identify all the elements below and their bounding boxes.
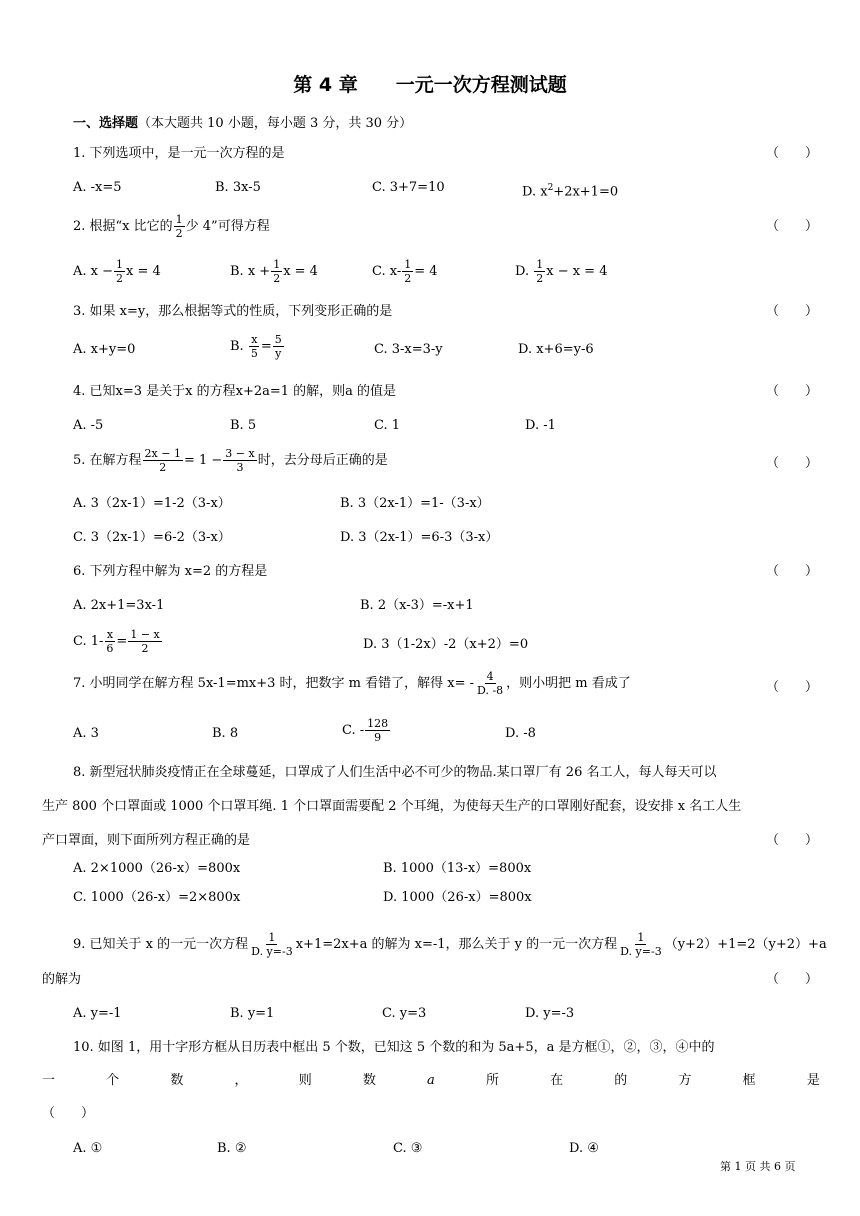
fraction-denominator: 2: [116, 272, 124, 285]
q2-option-c[interactable]: [372, 258, 438, 285]
answer-bracket[interactable]: （ ）: [766, 680, 819, 695]
fraction-denominator: 2: [141, 642, 149, 655]
q4-option-a[interactable]: A. -5: [73, 418, 104, 433]
q7-stem-text: 7. 小明同学在解方程 5x-1=mx+3 时，把数字 m 看错了，解得 x= -: [73, 676, 475, 691]
fraction-denominator: D. -8: [477, 684, 504, 697]
q5-stem-text: 5. 在解方程: [73, 453, 142, 468]
question-5-stem: [73, 447, 388, 474]
q10-word: 在: [550, 1073, 564, 1088]
answer-bracket[interactable]: （ ）: [766, 146, 819, 161]
q3-option-d[interactable]: D. x+6=y-6: [518, 342, 594, 357]
fraction-numerator: 1: [404, 258, 412, 271]
q3-option-b[interactable]: [230, 333, 285, 360]
q3-b-text: B.: [230, 339, 244, 354]
q5-stem-mid: = 1 −: [183, 453, 223, 468]
q10-word: 数: [170, 1073, 184, 1088]
q5-option-d[interactable]: D. 3（2x-1）=6-3（3-x）: [340, 530, 499, 545]
fraction-numerator: 4: [486, 670, 494, 683]
question-6-stem: 6. 下列方程中解为 x=2 的方程是: [73, 564, 268, 579]
fraction: [271, 258, 282, 285]
question-8-line-1: 8. 新型冠状肺炎疫情正在全球蔓延，口罩成了人们生活中必不可少的物品.某口罩厂有 26 名工人，每人每天可以: [73, 765, 717, 780]
section-label: 一、选择题: [73, 116, 139, 131]
fraction-denominator: 2: [175, 227, 183, 240]
equals-sign: =: [260, 339, 272, 354]
q7-stem-text-rest: ，则小明把 m 看成了: [506, 676, 631, 691]
fraction: [273, 333, 284, 360]
q10-word: ，: [234, 1073, 248, 1088]
fraction: [128, 628, 161, 655]
q1-option-d[interactable]: [522, 180, 618, 200]
q4-option-d[interactable]: D. -1: [525, 418, 556, 433]
q1-option-c[interactable]: C. 3+7=10: [372, 180, 445, 195]
fraction-denominator: D. y=-3: [251, 945, 293, 958]
q10-word: 个: [106, 1073, 120, 1088]
fraction-numerator: x: [251, 333, 258, 346]
q2-c-text: C. x-: [372, 264, 402, 279]
q7-option-d[interactable]: D. -8: [505, 726, 536, 741]
q2-option-b[interactable]: [230, 258, 318, 285]
q7-option-b[interactable]: B. 8: [212, 726, 239, 741]
fraction: [402, 258, 413, 285]
q9-option-d[interactable]: D. y=-3: [525, 1006, 575, 1021]
q2-d-text: D.: [515, 264, 530, 279]
q7-c-text: C. -: [342, 723, 365, 738]
q8-option-d[interactable]: D. 1000（26-x）=800x: [383, 890, 532, 905]
q9-option-a[interactable]: A. y=-1: [73, 1006, 122, 1021]
section-note: （本大题共 10 小题，每小题 3 分，共 30 分）: [138, 116, 413, 131]
q10-word: 方: [678, 1073, 692, 1088]
fraction-denominator: 9: [374, 731, 382, 744]
q5-stem-text-rest: 时，去分母后正确的是: [257, 453, 388, 468]
q10-word: 一: [42, 1073, 56, 1088]
question-10-line-2: [42, 1073, 820, 1089]
fraction: [249, 931, 295, 958]
fraction-denominator: 2: [536, 272, 544, 285]
q10-word: 框: [742, 1073, 756, 1088]
fraction-numerator: 1: [268, 931, 276, 944]
q5-option-b[interactable]: B. 3（2x-1）=1-（3-x）: [340, 496, 490, 511]
q2-stem-text-rest: 少 4”可得方程: [185, 219, 270, 234]
q9-option-b[interactable]: B. y=1: [230, 1006, 275, 1021]
question-1-stem: 1. 下列选项中，是一元一次方程的是: [73, 146, 285, 161]
q10-option-d[interactable]: D. ④: [569, 1141, 599, 1156]
q10-word: a: [427, 1073, 435, 1088]
q2-a-text-rest: x = 4: [126, 264, 161, 279]
answer-bracket[interactable]: （ ）: [766, 972, 819, 987]
equals-sign: =: [116, 634, 128, 649]
fraction: [143, 447, 183, 474]
fraction: [618, 931, 664, 958]
fraction-numerator: 2x − 1: [144, 447, 181, 460]
question-4-stem: 4. 已知x=3 是关于x 的方程x+2a=1 的解，则a 的值是: [73, 384, 397, 399]
q2-a-text: A. x −: [73, 264, 114, 279]
q4-option-c[interactable]: C. 1: [374, 418, 401, 433]
fraction-denominator: D. y=-3: [620, 945, 662, 958]
q10-option-a[interactable]: A. ①: [73, 1141, 103, 1156]
fraction: [534, 258, 545, 285]
fraction: [249, 333, 260, 360]
answer-bracket[interactable]: （ ）: [766, 384, 819, 399]
fraction-numerator: 3 − x: [225, 447, 255, 460]
fraction: [475, 670, 505, 697]
fraction-numerator: 1 − x: [130, 628, 160, 641]
answer-bracket[interactable]: （ ）: [766, 833, 819, 848]
q2-option-a[interactable]: [73, 258, 161, 285]
q7-option-c[interactable]: [342, 717, 391, 744]
fraction-numerator: 1: [536, 258, 544, 271]
q10-word: 数: [362, 1073, 376, 1088]
fraction-denominator: y: [275, 347, 282, 360]
question-8-line-3: 产口罩面，则下面所列方程正确的是: [42, 833, 251, 848]
q5-option-a[interactable]: A. 3（2x-1）=1-2（3-x）: [73, 496, 231, 511]
q7-option-a[interactable]: A. 3: [73, 726, 99, 741]
question-3-stem: 3. 如果 x=y，那么根据等式的性质，下列变形正确的是: [73, 304, 393, 319]
fraction-numerator: 1: [116, 258, 124, 271]
q8-option-b[interactable]: B. 1000（13-x）=800x: [383, 861, 532, 876]
q4-option-b[interactable]: B. 5: [230, 418, 257, 433]
fraction-numerator: x: [106, 628, 114, 641]
fraction-numerator: 128: [367, 717, 389, 730]
answer-bracket[interactable]: （ ）: [766, 304, 819, 319]
q6-option-a[interactable]: A. 2x+1=3x-1: [73, 598, 165, 613]
q8-option-c[interactable]: C. 1000（26-x）=2×800x: [73, 890, 241, 905]
q2-stem-text: 2. 根据“x 比它的: [73, 219, 173, 234]
fraction: [365, 717, 390, 744]
q6-option-c[interactable]: [73, 628, 163, 655]
q2-b-text-rest: x = 4: [283, 264, 318, 279]
page-footer: 第 1 页 共 6 页: [720, 1160, 796, 1173]
q1-d-text: D. x: [522, 184, 548, 200]
q10-option-c[interactable]: C. ③: [393, 1141, 423, 1156]
fraction: [114, 258, 125, 285]
fraction-numerator: 1: [175, 213, 183, 226]
q10-word: 的: [614, 1073, 628, 1088]
q1-option-b[interactable]: B. 3x-5: [215, 180, 261, 195]
q10-option-b[interactable]: B. ②: [217, 1141, 247, 1156]
q10-word: 所: [485, 1073, 499, 1088]
fraction-numerator: 1: [637, 931, 645, 944]
fraction-denominator: 2: [159, 461, 167, 474]
q8-option-a[interactable]: A. 2×1000（26-x）=800x: [73, 861, 241, 876]
question-2-stem: [73, 213, 270, 240]
answer-bracket[interactable]: （ ）: [766, 456, 819, 471]
fraction-numerator: 1: [273, 258, 281, 271]
question-8-line-2: 生产 800 个口罩面或 1000 个口罩耳绳. 1 个口罩面需要配 2 个耳绳，为使每天生产的口罩刚好配套，设安排 x 名工人生: [42, 799, 742, 814]
q3-option-a[interactable]: A. x+y=0: [73, 342, 136, 357]
q9-text-rest: （y+2）+1=2（y+2）+a: [664, 937, 827, 952]
q6-option-d[interactable]: D. 3（1-2x）-2（x+2）=0: [363, 637, 529, 652]
q10-word: 则: [298, 1073, 312, 1088]
answer-bracket[interactable]: （ ）: [766, 564, 819, 579]
q1-d-exponent: 2: [547, 183, 554, 193]
fraction-numerator: 5: [274, 333, 282, 346]
fraction-denominator: 2: [404, 272, 412, 285]
fraction: [174, 213, 185, 240]
answer-bracket[interactable]: （ ）: [42, 1106, 95, 1121]
fraction-denominator: 5: [250, 347, 258, 360]
q9-text: 9. 已知关于 x 的一元一次方程: [73, 937, 249, 952]
q3-option-c[interactable]: C. 3-x=3-y: [374, 342, 443, 357]
q10-word: 是: [806, 1073, 820, 1088]
fraction-denominator: 6: [106, 642, 114, 655]
fraction: [104, 628, 115, 655]
question-9-line-1: [73, 931, 827, 958]
q5-option-c[interactable]: C. 3（2x-1）=6-2（3-x）: [73, 530, 231, 545]
q1-option-a[interactable]: A. -x=5: [73, 180, 122, 195]
fraction: [223, 447, 256, 474]
page-title: 第 4 章 一元一次方程测试题: [293, 74, 567, 96]
q6-c-text: C. 1-: [73, 634, 104, 649]
q9-text-mid: x+1=2x+a 的解为 x=-1，那么关于 y 的一元一次方程: [295, 937, 618, 952]
fraction-denominator: 2: [273, 272, 281, 285]
question-9-line-2: 的解为: [42, 972, 82, 987]
fraction-denominator: 3: [236, 461, 244, 474]
section-header: [73, 112, 412, 131]
q6-option-b[interactable]: B. 2（x-3）=-x+1: [360, 598, 474, 613]
q2-c-text-rest: = 4: [414, 264, 438, 279]
q1-d-text-rest: +2x+1=0: [553, 184, 619, 200]
question-10-line-1: 10. 如图 1，用十字形方框从日历表中框出 5 个数，已知这 5 个数的和为 5a+5，a 是方框①，②，③，④中的: [73, 1040, 715, 1055]
q2-b-text: B. x +: [230, 264, 271, 279]
q9-option-c[interactable]: C. y=3: [382, 1006, 427, 1021]
q2-option-d[interactable]: [515, 258, 607, 285]
q2-d-text-rest: x − x = 4: [546, 264, 608, 279]
answer-bracket[interactable]: （ ）: [766, 219, 819, 234]
question-7-stem: [73, 670, 631, 697]
